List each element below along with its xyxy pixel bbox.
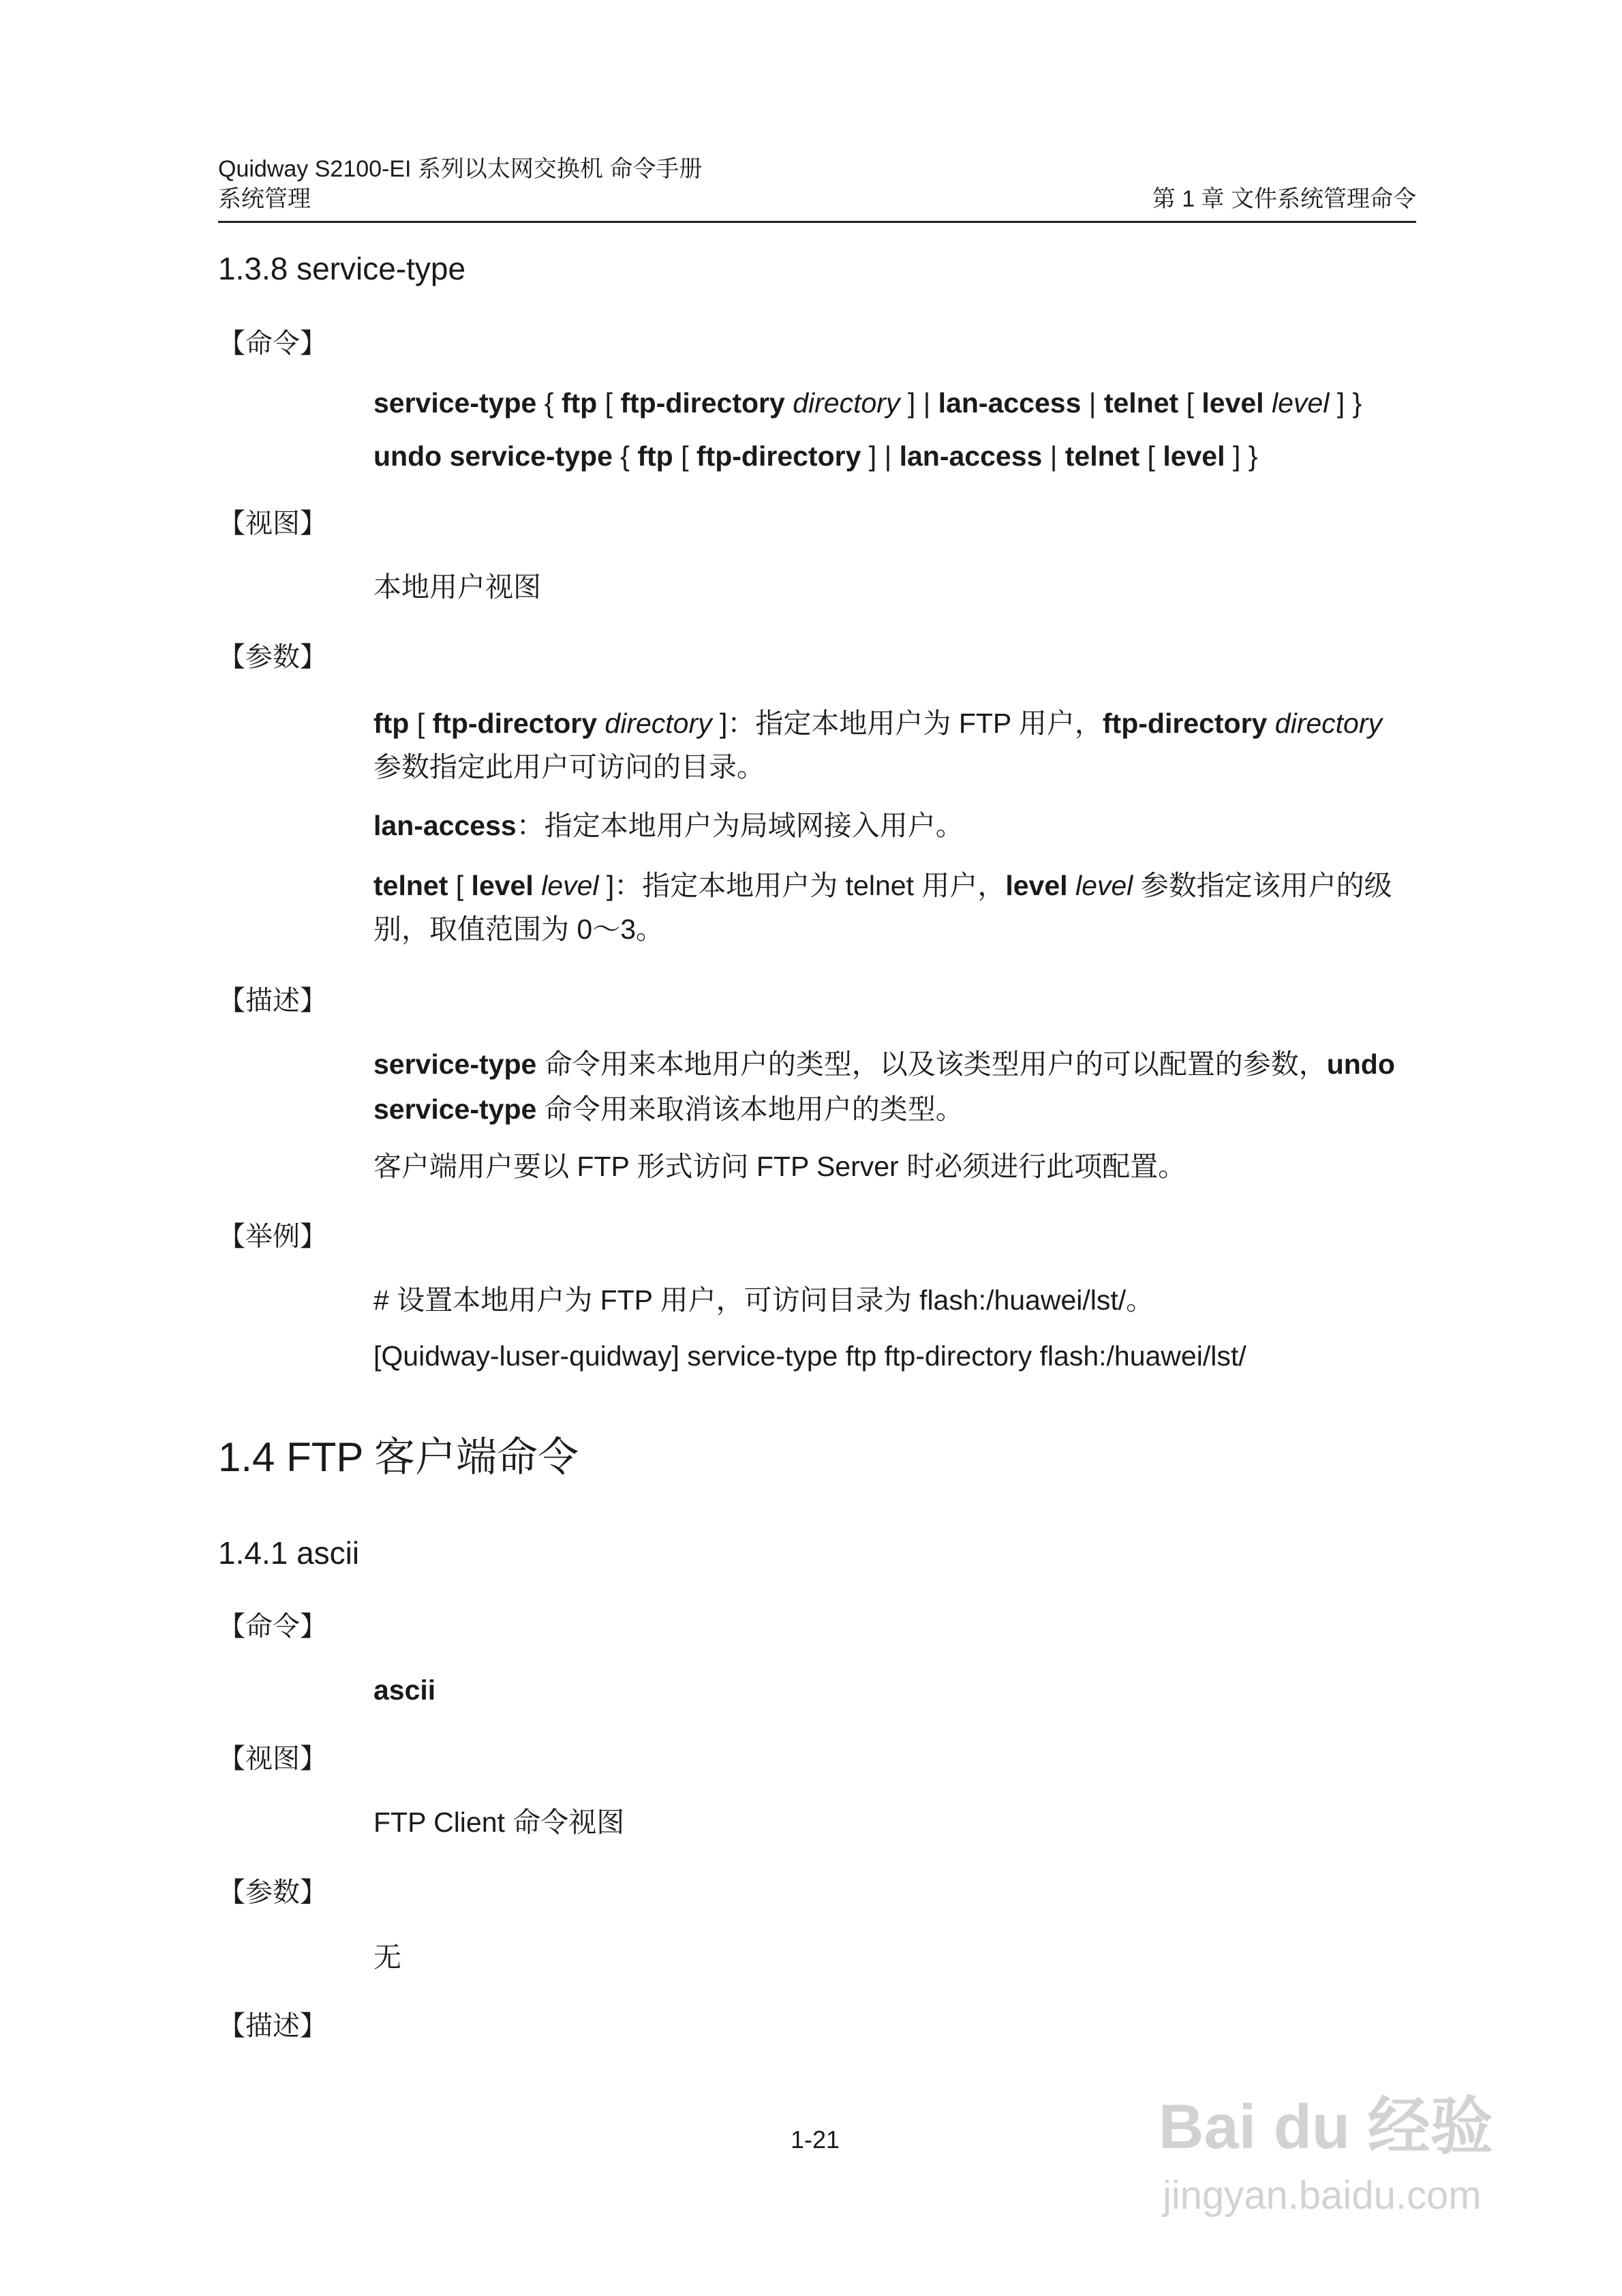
example-command: [Quidway-luser-quidway] service-type ftp ftp-directory flash:/huawei/lst/: [373, 1340, 1246, 1372]
watermark-brand: Bai du 经验: [1159, 2092, 1493, 2162]
description-line3: 客户端用户要以 FTP 形式访问 FTP Server 时必须进行此项配置。: [373, 1151, 1187, 1182]
cmd-text: [: [673, 440, 697, 472]
label-view: 【视图】: [218, 509, 327, 539]
label-description: 【描述】: [218, 2011, 327, 2041]
param-text: ]：指定本地用户为 telnet 用户，: [598, 870, 1006, 901]
label-view: 【视图】: [218, 1744, 327, 1774]
param-text: [: [409, 708, 433, 739]
param-ftp-line2: 参数指定此用户可访问的目录。: [373, 751, 765, 783]
param-arg: directory: [605, 708, 712, 739]
cmd-keyword: ftp-directory: [620, 387, 785, 419]
param-text: [1267, 708, 1274, 739]
command-syntax: [373, 386, 1362, 420]
view-text: FTP Client 命令视图: [373, 1807, 625, 1838]
cmd-text: [: [1139, 440, 1163, 472]
cmd-keyword: ftp-directory: [696, 440, 861, 472]
label-description: 【描述】: [218, 986, 327, 1016]
desc-keyword: service-type: [373, 1048, 537, 1080]
description-line1: [373, 1047, 1395, 1081]
cmd-text: |: [1042, 440, 1065, 472]
section-heading-1-4: 1.4 FTP 客户端命令: [218, 1434, 579, 1480]
desc-keyword: undo: [1326, 1048, 1395, 1080]
description-line2: [373, 1092, 964, 1126]
cmd-text: {: [536, 387, 562, 419]
param-keyword: level: [471, 870, 534, 901]
header-title: Quidway S2100-EI 系列以太网交换机 命令手册: [218, 156, 703, 182]
label-example: 【举例】: [218, 1222, 327, 1252]
cmd-keyword: service-type: [373, 387, 537, 419]
label-parameters: 【参数】: [218, 642, 327, 672]
cmd-text: [785, 387, 793, 419]
param-text: ]：指定本地用户为 FTP 用户，: [711, 708, 1103, 739]
cmd-text: [: [597, 387, 621, 419]
cmd-keyword: ascii: [373, 1674, 436, 1706]
cmd-text: {: [612, 440, 638, 472]
cmd-keyword: level: [1163, 440, 1225, 472]
param-text: 参数指定该用户的级: [1133, 870, 1392, 901]
cmd-param: level: [1271, 387, 1330, 419]
param-text: [597, 708, 605, 739]
param-arg: level: [541, 870, 599, 901]
undo-command-syntax: [373, 439, 1257, 473]
cmd-keyword: lan-access: [899, 440, 1043, 472]
cmd-param: directory: [793, 387, 900, 419]
cmd-keyword: telnet: [1103, 387, 1179, 419]
cmd-keyword: ftp: [637, 440, 673, 472]
desc-text: 命令用来取消该本地用户的类型。: [536, 1093, 964, 1125]
param-lan-access: [373, 809, 964, 843]
label-parameters: 【参数】: [218, 1877, 327, 1907]
cmd-keyword: undo service-type: [373, 440, 613, 472]
header-chapter: 第 1 章 文件系统管理命令: [1152, 186, 1416, 212]
section-heading-1-3-8: 1.3.8 service-type: [218, 251, 466, 286]
cmd-keyword: level: [1202, 387, 1264, 419]
cmd-text: [: [1178, 387, 1202, 419]
header-rule: [218, 221, 1416, 223]
desc-keyword: service-type: [373, 1093, 537, 1125]
example-comment: # 设置本地用户为 FTP 用户，可访问目录为 flash:/huawei/lst/。: [373, 1284, 1154, 1316]
page-number: 1-21: [791, 2126, 840, 2154]
watermark-url: jingyan.baidu.com: [1163, 2173, 1482, 2218]
ascii-command: [373, 1673, 435, 1707]
param-text: [: [448, 870, 472, 901]
desc-text: 命令用来本地用户的类型，以及该类型用户的可以配置的参数，: [536, 1048, 1327, 1080]
param-telnet: [373, 868, 1392, 903]
section-heading-1-4-1: 1.4.1 ascii: [218, 1535, 360, 1571]
cmd-keyword: telnet: [1065, 440, 1140, 472]
param-keyword: telnet: [373, 870, 448, 901]
params-none: 无: [373, 1942, 401, 1973]
cmd-text: ] |: [861, 440, 900, 472]
param-keyword: ftp: [373, 708, 410, 739]
param-keyword: ftp-directory: [1102, 708, 1268, 739]
param-keyword: level: [1005, 870, 1068, 901]
cmd-keyword: lan-access: [938, 387, 1082, 419]
param-arg: level: [1075, 870, 1133, 901]
param-text: ：指定本地用户为局域网接入用户。: [516, 810, 964, 841]
param-ftp: [373, 706, 1382, 740]
cmd-text: ] }: [1225, 440, 1258, 472]
param-keyword: lan-access: [373, 810, 517, 841]
cmd-text: ] }: [1329, 387, 1362, 419]
param-arg: directory: [1274, 708, 1382, 739]
param-keyword: ftp-directory: [432, 708, 598, 739]
label-command: 【命令】: [218, 329, 327, 359]
label-command: 【命令】: [218, 1612, 327, 1642]
cmd-text: |: [1081, 387, 1104, 419]
view-text: 本地用户视图: [373, 571, 541, 603]
param-telnet-line2: 别，取值范围为 0～3。: [373, 913, 664, 945]
header-section: 系统管理: [218, 186, 311, 212]
param-text: [1068, 870, 1075, 901]
param-text: [534, 870, 541, 901]
cmd-text: [1264, 387, 1272, 419]
cmd-text: ] |: [900, 387, 938, 419]
cmd-keyword: ftp: [561, 387, 598, 419]
